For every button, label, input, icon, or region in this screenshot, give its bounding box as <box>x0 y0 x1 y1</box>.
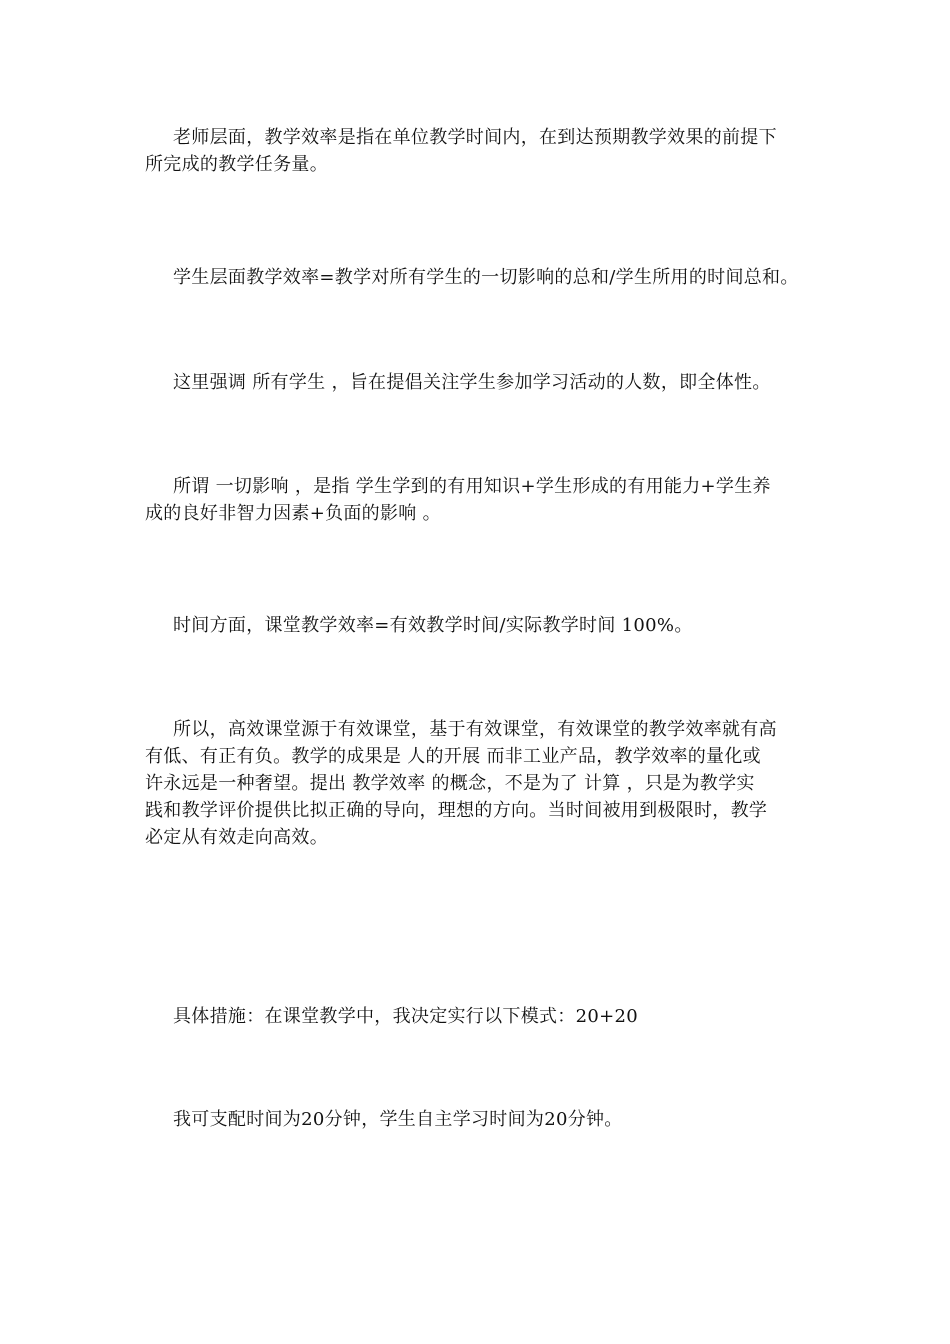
paragraph-line: 具体措施：在课堂教学中，我决定实行以下模式：20+20 <box>173 1006 638 1027</box>
paragraph-line: 老师层面，教学效率是指在单位教学时间内，在到达预期教学效果的前提下 <box>173 127 777 148</box>
paragraph-line: 有低、有正有负。教学的成果是 人的开展 而非工业产品，教学效率的量化或 <box>145 746 761 767</box>
paragraph-line: 这里强调 所有学生 ，旨在提倡关注学生参加学习活动的人数，即全体性。 <box>173 372 771 393</box>
paragraph-all-influence <box>145 473 825 527</box>
paragraph-student-efficiency <box>145 264 825 291</box>
paragraph-line: 成的良好非智力因素+负面的影响 。 <box>145 503 441 524</box>
paragraph-line: 践和教学评价提供比拟正确的导向，理想的方向。当时间被用到极限时，教学 <box>145 800 768 821</box>
paragraph-line: 许永远是一种奢望。提出 教学效率 的概念，不是为了 计算 ，只是为教学实 <box>145 773 755 794</box>
paragraph-line: 学生层面教学效率=教学对所有学生的一切影响的总和/学生所用的时间总和。 <box>173 267 799 288</box>
paragraph-line: 所谓 一切影响 ，是指 学生学到的有用知识+学生形成的有用能力+学生养 <box>173 476 771 497</box>
paragraph-line: 所完成的教学任务量。 <box>145 154 328 175</box>
paragraph-line: 必定从有效走向高效。 <box>145 827 328 848</box>
paragraph-teacher-efficiency <box>145 124 825 178</box>
paragraph-line: 我可支配时间为20分钟，学生自主学习时间为20分钟。 <box>173 1109 623 1130</box>
paragraph-line: 时间方面，课堂教学效率=有效教学时间/实际教学时间 100%。 <box>173 615 693 636</box>
paragraph-line: 所以，高效课堂源于有效课堂，基于有效课堂，有效课堂的教学效率就有高 <box>173 719 777 740</box>
paragraph-specific-measures <box>145 1003 825 1030</box>
paragraph-time-allocation <box>145 1106 825 1133</box>
paragraph-time-efficiency <box>145 612 825 639</box>
paragraph-efficient-classroom <box>145 716 825 851</box>
paragraph-all-students <box>145 369 825 396</box>
